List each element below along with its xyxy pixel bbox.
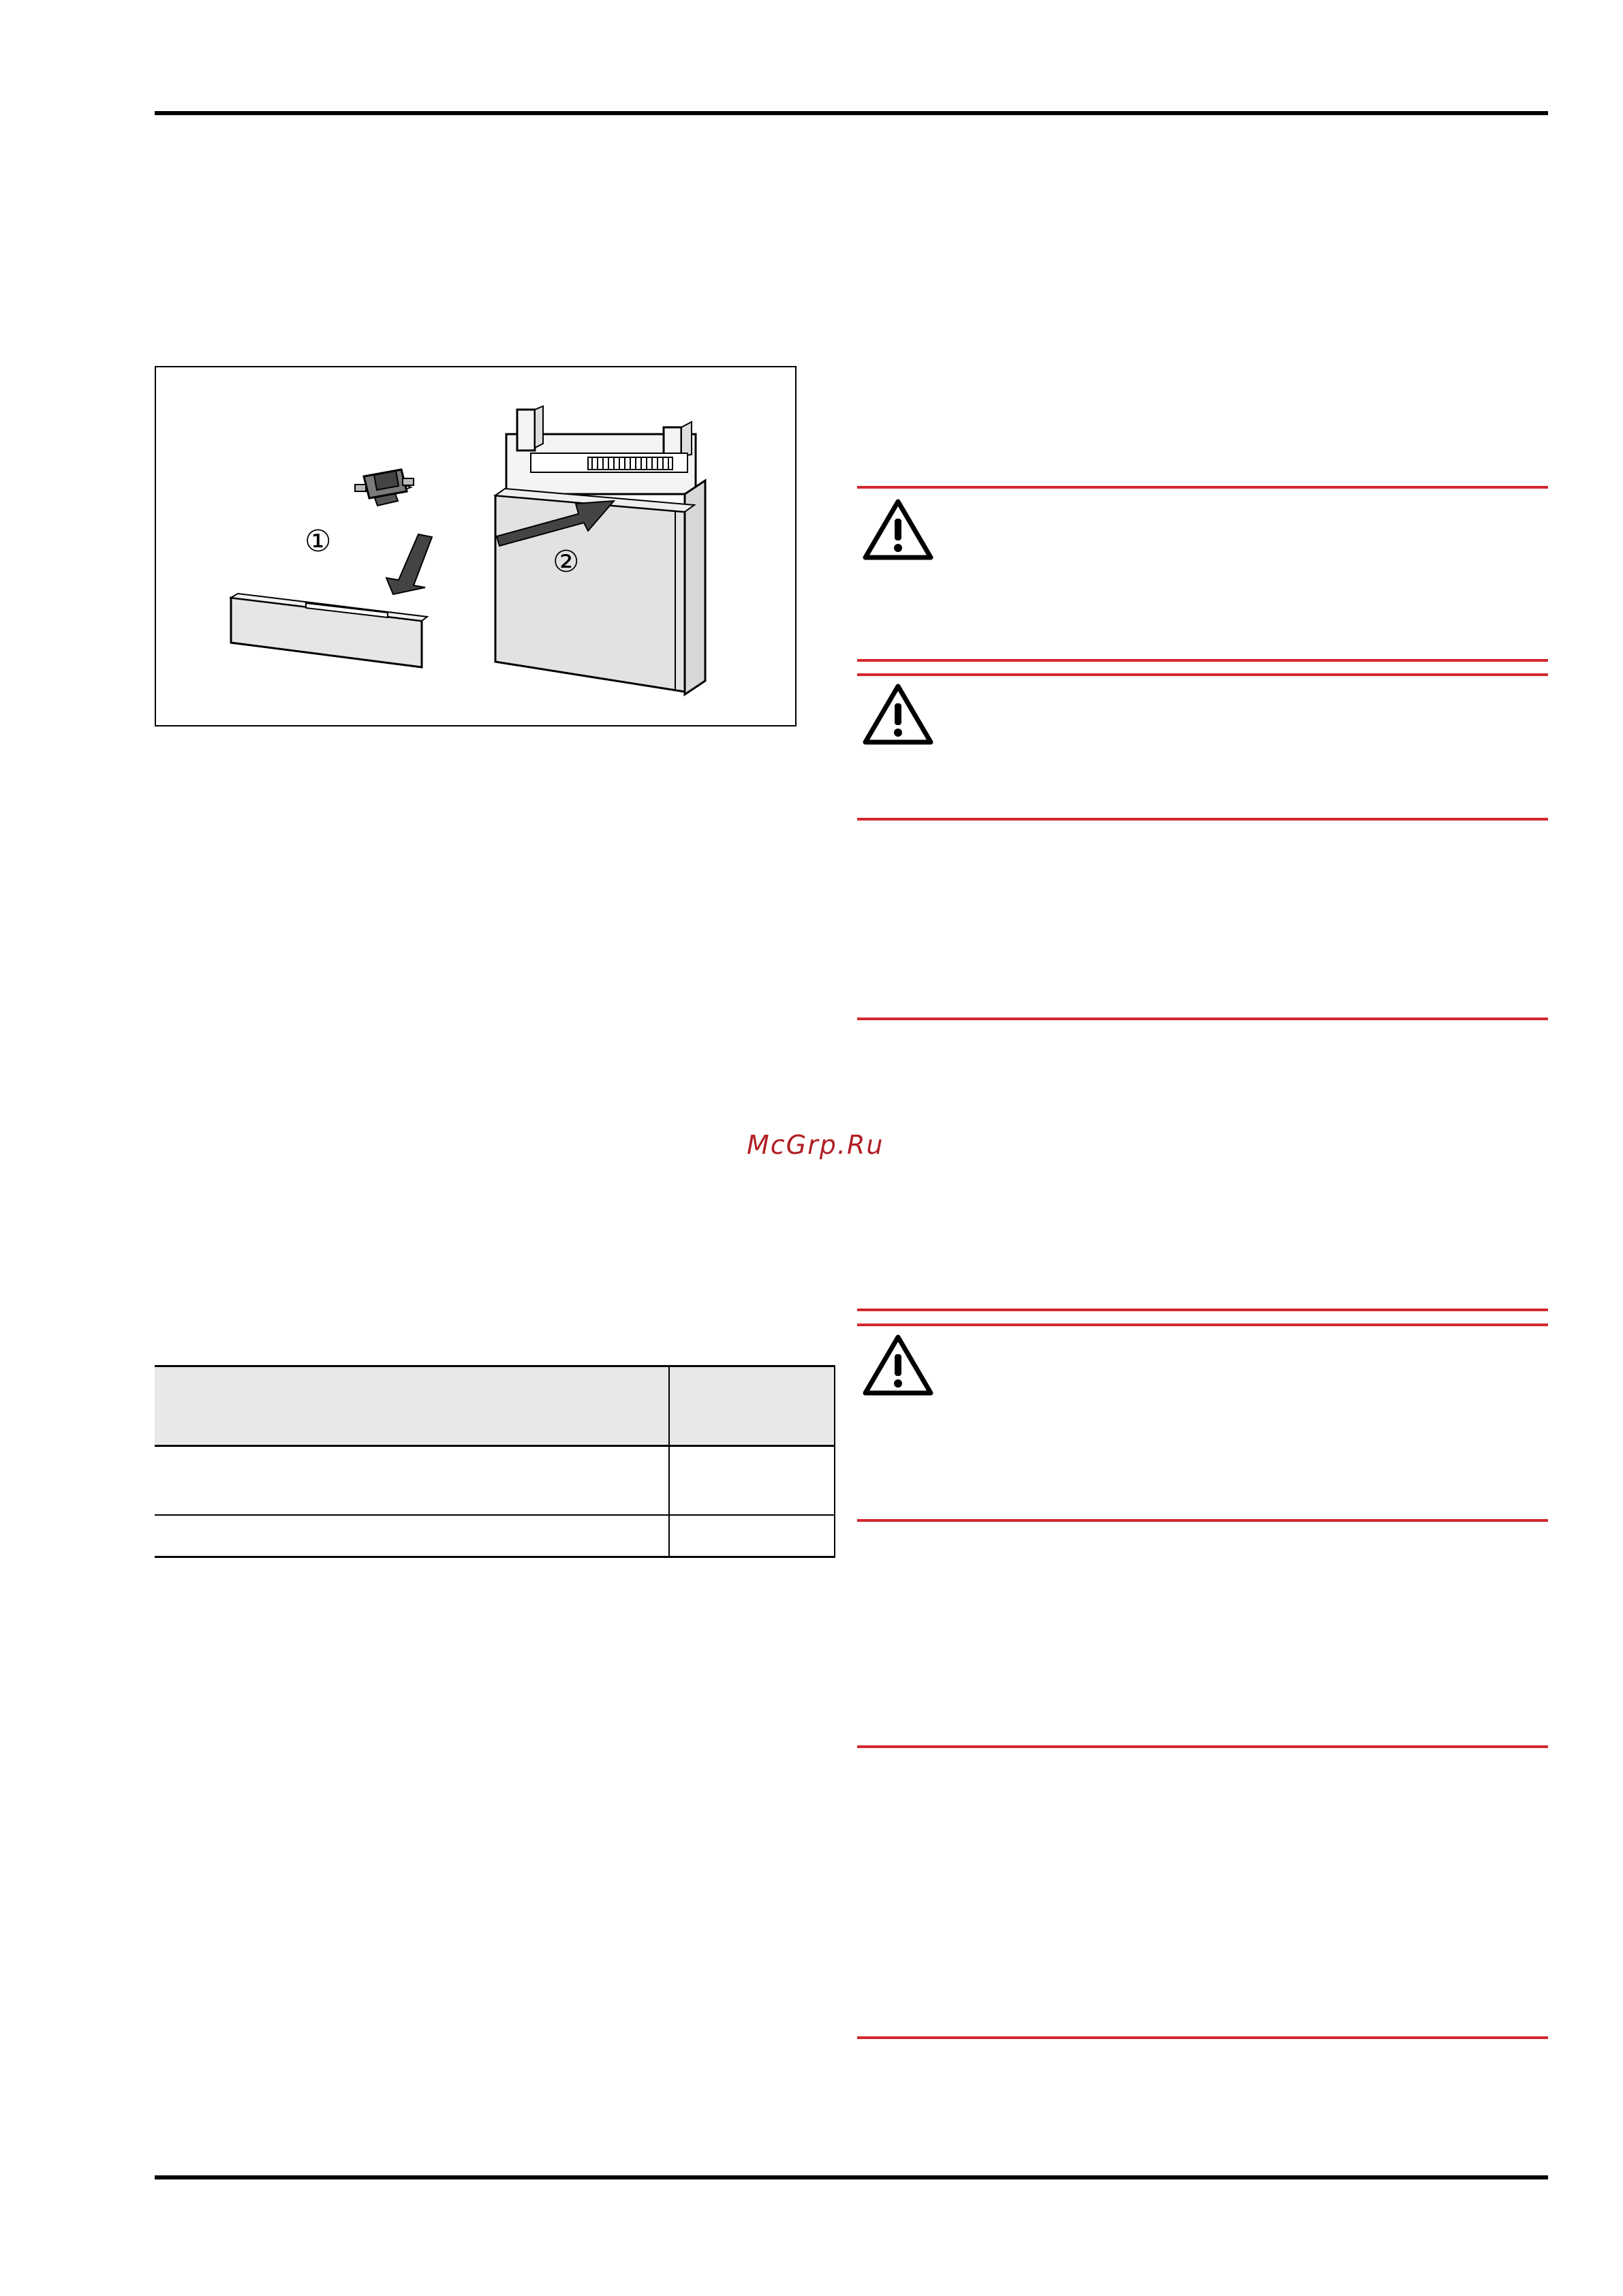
step-2-label: ② <box>553 545 580 579</box>
table-header-cell <box>669 1366 835 1446</box>
filter-housing-icon <box>495 406 705 694</box>
warning-2-top-rule <box>857 673 1548 676</box>
warning-1-top-rule <box>857 486 1548 489</box>
table-cell <box>155 1446 669 1516</box>
warning-triangle-icon <box>863 498 933 561</box>
warning-3-bottom-rule <box>857 1519 1548 1522</box>
table-header-row <box>155 1366 835 1446</box>
filter-cartridge-icon <box>355 470 414 506</box>
filter-cover-panel <box>231 594 427 667</box>
table-cell <box>669 1446 835 1516</box>
warning-3-top-rule-b <box>857 1323 1548 1326</box>
arrow-icon <box>386 534 432 594</box>
section-rule <box>857 2036 1548 2039</box>
section-rule <box>857 1745 1548 1748</box>
warning-3-top-rule-a <box>857 1308 1548 1311</box>
header-rule <box>155 111 1548 115</box>
table-row <box>155 1446 835 1516</box>
table-cell <box>155 1515 669 1557</box>
table-cell <box>669 1515 835 1557</box>
specification-table <box>155 1365 835 1558</box>
footer-rule <box>155 2175 1548 2179</box>
section-rule <box>857 1017 1548 1020</box>
illustration-frame <box>155 366 797 726</box>
table-row <box>155 1515 835 1557</box>
warning-2-bottom-rule <box>857 818 1548 821</box>
warning-1-bottom-rule <box>857 659 1548 662</box>
filter-insertion-illustration <box>156 367 795 725</box>
watermark: McGrp.Ru <box>747 1130 884 1160</box>
table-header-cell <box>155 1366 669 1446</box>
filter-slot-grille <box>588 457 673 470</box>
warning-triangle-icon <box>863 683 933 746</box>
warning-triangle-icon <box>863 1334 933 1396</box>
step-1-label: ① <box>305 524 332 559</box>
